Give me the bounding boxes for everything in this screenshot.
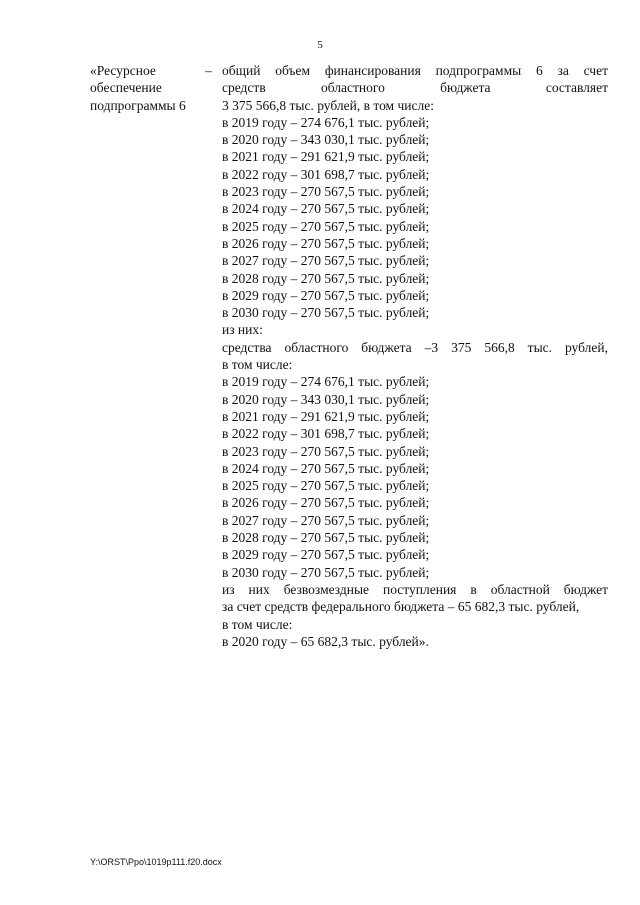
year-line: в 2027 году – 270 567,5 тыс. рублей; [222,253,430,269]
year-line: в 2027 году – 270 567,5 тыс. рублей; [222,512,430,528]
intro-line: средств областного бюджета составляет [222,80,608,96]
year-line: в 2022 году – 301 698,7 тыс. рублей; [222,426,430,442]
year-line: в 2020 году – 343 030,1 тыс. рублей; [222,132,430,148]
year-line: в 2029 году – 270 567,5 тыс. рублей; [222,287,430,303]
year-line: в 2028 году – 270 567,5 тыс. рублей; [222,270,430,286]
year-line: в 2019 году – 274 676,1 тыс. рублей; [222,374,430,390]
year-line: в 2025 году – 270 567,5 тыс. рублей; [222,218,430,234]
intro-line: 3 375 566,8 тыс. рублей, в том числе: [222,97,434,113]
separator-dash: – [205,63,212,78]
federal-line: в том числе: [222,616,293,632]
of-them-line: из них: [222,322,263,338]
year-line: в 2030 году – 270 567,5 тыс. рублей; [222,305,430,321]
year-line: в 2026 году – 270 567,5 тыс. рублей; [222,235,430,251]
year-line: в 2029 году – 270 567,5 тыс. рублей; [222,547,430,563]
regional-line: в том числе: [222,357,293,373]
federal-line: из них безвозмездные поступления в областной бюджет [222,581,608,597]
year-line: в 2024 году – 270 567,5 тыс. рублей; [222,201,430,217]
year-line: в 2021 году – 291 621,9 тыс. рублей; [222,149,430,165]
year-line: в 2024 году – 270 567,5 тыс. рублей; [222,460,430,476]
year-line: в 2025 году – 270 567,5 тыс. рублей; [222,478,430,494]
year-line: в 2023 году – 270 567,5 тыс. рублей; [222,184,430,200]
year-line: в 2019 году – 274 676,1 тыс. рублей; [222,114,430,130]
year-line: в 2026 году – 270 567,5 тыс. рублей; [222,495,430,511]
year-line: в 2030 году – 270 567,5 тыс. рублей; [222,564,430,580]
section-label [90,62,200,114]
federal-line: за счет средств федерального бюджета – 65 682,3 тыс. рублей, [222,599,580,615]
year-line: в 2028 году – 270 567,5 тыс. рублей; [222,530,430,546]
regional-line: средства областного бюджета –3 375 566,8 тыс. рублей, [222,339,608,355]
intro-line: общий объем финансирования подпрограммы 6 за счет [222,63,608,78]
year-line: в 2020 году – 343 030,1 тыс. рублей; [222,391,430,407]
file-path-footer: Y:\ORST\Ppo\1019p111.f20.docx [90,857,222,867]
year-line: в 2021 году – 291 621,9 тыс. рублей; [222,408,430,424]
federal-line: в 2020 году – 65 682,3 тыс. рублей». [222,633,429,649]
section-label-line: обеспечение [90,80,162,96]
year-line: в 2023 году – 270 567,5 тыс. рублей; [222,443,430,459]
page-number: 5 [317,39,323,51]
section-label-line: подпрограммы 6 [90,97,186,113]
section-label-line: «Ресурсное [90,63,156,78]
year-line: в 2022 году – 301 698,7 тыс. рублей; [222,166,430,182]
funding-description [222,62,608,650]
